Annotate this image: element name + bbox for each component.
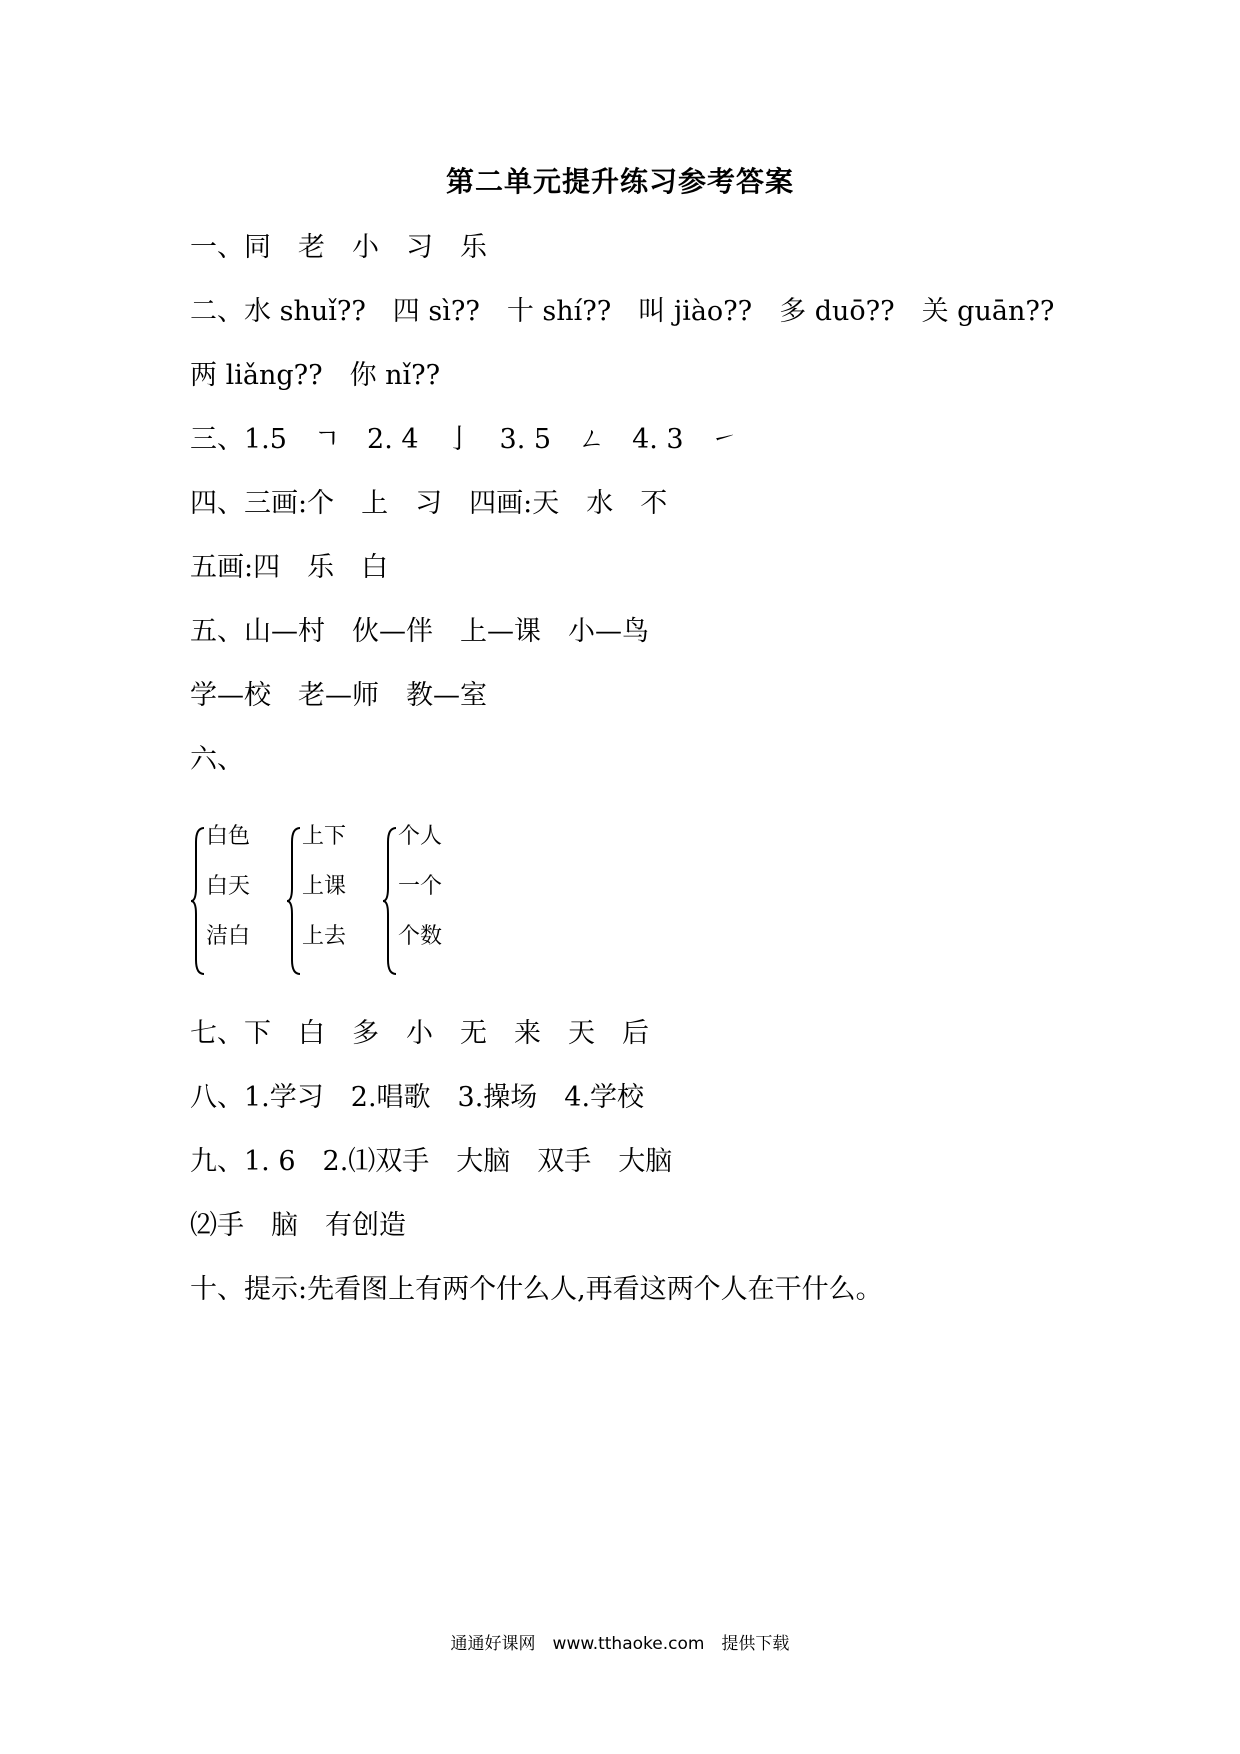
group-word: 白色: [206, 824, 251, 849]
answer-line-2: 二、水 shuǐ?? 四 sì?? 十 shí?? 叫 jiào?? 多 duō?? 关 guān??: [190, 296, 1055, 327]
answer-line-8: 八、1.学习 2.唱歌 3.操场 4.学校: [190, 1082, 645, 1113]
group-word: 一个: [398, 874, 443, 899]
answer-line-4: 四、三画:个 上 习 四画:天 水 不: [190, 488, 668, 519]
group-word: 个数: [398, 924, 443, 949]
left-brace-icon: [190, 826, 206, 976]
answer-line-5-continued: 学—校 老—师 教—室: [190, 680, 487, 711]
answer-line-1: 一、同 老 小 习 乐: [190, 232, 487, 263]
page-footer: 通通好课网 www.tthaoke.com 提供下载: [450, 1634, 790, 1654]
answer-line-9-continued: ⑵手 脑 有创造: [190, 1210, 406, 1241]
answer-line-9: 九、1. 6 2.⑴双手 大脑 双手 大脑: [190, 1146, 673, 1177]
answer-line-10: 十、提示:先看图上有两个什么人,再看这两个人在干什么。: [190, 1274, 883, 1305]
group-word: 白天: [206, 874, 251, 899]
group-word: 洁白: [206, 924, 251, 949]
left-brace-icon: [286, 826, 302, 976]
answer-line-4-continued: 五画:四 乐 白: [190, 552, 389, 583]
left-brace-icon: [382, 826, 398, 976]
group-word: 上课: [302, 874, 347, 899]
answer-line-7: 七、下 白 多 小 无 来 天 后: [190, 1018, 649, 1049]
group-word: 上去: [302, 924, 347, 949]
answer-line-3: 三、1.5 ㄱ 2. 4 亅 3. 5 ㄥ 4. 3 ㇀: [190, 424, 738, 455]
group-word: 上下: [302, 824, 347, 849]
answer-line-2-continued: 两 liǎng?? 你 nǐ??: [190, 360, 441, 391]
answer-line-6: 六、: [190, 744, 244, 775]
group-word: 个人: [398, 824, 443, 849]
answer-line-5: 五、山—村 伙—伴 上—课 小—鸟: [190, 616, 649, 647]
page-title: 第二单元提升练习参考答案: [445, 165, 794, 198]
